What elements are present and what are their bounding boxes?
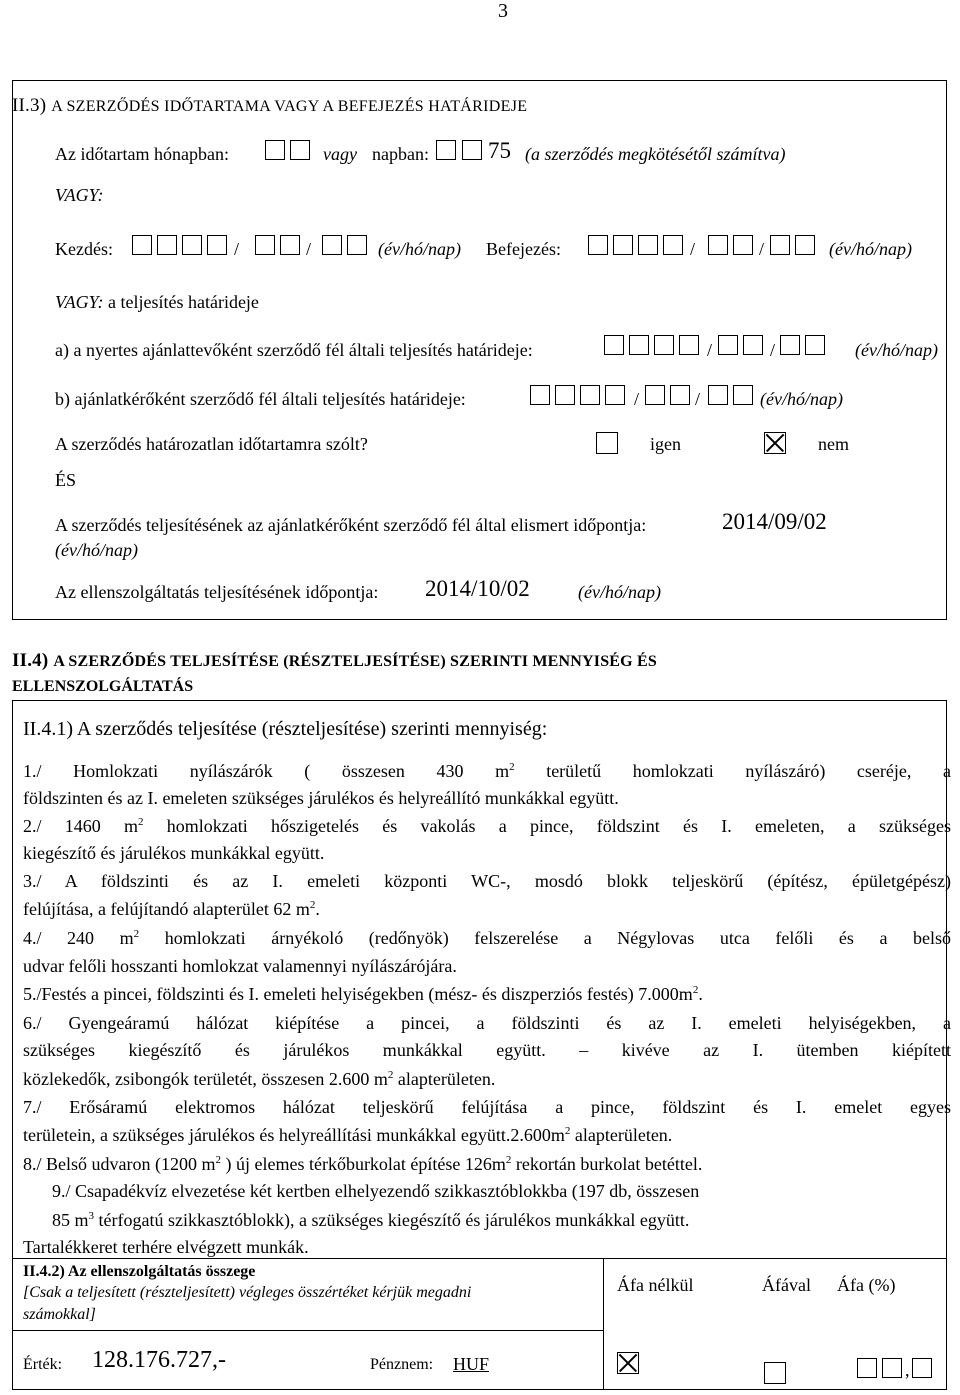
item-8-line-1 (23, 1153, 702, 1175)
a-slash-2: / (770, 340, 776, 360)
deadline-heading (55, 292, 259, 313)
start-year-box-1[interactable] (132, 235, 152, 255)
item-8-sup-1: 2 (215, 1154, 221, 1166)
item-7-text-a: területein, a szükséges járulékos és helyreállítási munkákkal együtt.2.600m (23, 1125, 565, 1145)
end-year-box-1[interactable] (588, 235, 608, 255)
gross-checkbox[interactable] (764, 1362, 786, 1384)
section-ii4-title-2: ELLENSZOLGÁLTATÁS (12, 678, 194, 695)
b-year-box-2[interactable] (555, 385, 575, 405)
deadline-a-label: a) a nyertes ajánlattevőként szerződő fél általi teljesítés határideje: (55, 340, 533, 360)
item-4-sup: 2 (133, 928, 140, 940)
end-date-format: (év/hó/nap) (829, 239, 912, 259)
deadline-b-label: b) ajánlatkérőként szerződő fél általi teljesítés határideje: (55, 389, 466, 409)
item-5-sup: 2 (692, 984, 699, 996)
item-1-text-b: területű homlokzati nyílászáró) cseréje, a (546, 761, 951, 781)
recognized-date-label: A szerződés teljesítésének az ajánlatkérőként szerződő fél által elismert időpontja: (55, 515, 647, 535)
section-ii4-code: II.4) (12, 650, 49, 671)
end-slash-2: / (759, 239, 765, 259)
end-month-box-2[interactable] (733, 235, 753, 255)
deadline-label: a teljesítés határideje (108, 292, 259, 312)
item-5-text-a: 5./Festés a pincei, földszinti és I. emeleti helyiségekben (mész- és diszperziós festés) 7.000m (23, 984, 693, 1004)
section-ii3-title: A SZERZŐDÉS IDŐTARTAMA VAGY A BEFEJEZÉS HATÁRIDEJE (51, 98, 528, 115)
table-left-rule (12, 1330, 603, 1331)
item-1-text-a: 1./ Homlokzati nyílászárók ( összesen 430 m (23, 761, 510, 781)
value-label: Érték: (23, 1356, 63, 1373)
b-year-box-3[interactable] (580, 385, 600, 405)
item-6-line-3 (23, 1068, 495, 1090)
start-date-format: (év/hó/nap) (378, 239, 461, 259)
item-2-sup: 2 (138, 816, 144, 828)
item-6-text-a: közlekedők, zsibongók területét, összesen 2.600 m (23, 1069, 388, 1089)
sub2-note-1: [Csak a teljesített (részteljesített) végleges összértéket kérjük megadni (23, 1284, 472, 1301)
section-ii4-heading (12, 650, 657, 672)
indefinite-no-checkbox[interactable] (764, 432, 786, 454)
start-day-box-2[interactable] (347, 235, 367, 255)
b-slash-2: / (695, 389, 701, 409)
or-days-label: vagy (323, 144, 357, 164)
currency-label: Pénznem: (370, 1356, 434, 1373)
end-day-box-1[interactable] (770, 235, 790, 255)
item-4-line-1 (23, 927, 951, 949)
item-8-sup-2: 2 (505, 1154, 512, 1166)
b-date-format: (év/hó/nap) (760, 389, 843, 409)
a-day-box-2[interactable] (805, 335, 825, 355)
item-6-line-2: szükséges kiegészítő és járulékos munkákkal együtt. – kivéve az I. ütemben kiépített (23, 1040, 951, 1060)
col-vat-label: Áfa (%) (837, 1275, 896, 1295)
item-9-text-a: 85 m (52, 1210, 89, 1230)
duration-label: Az időtartam hónapban: (55, 144, 229, 164)
item-2-line-1 (23, 815, 951, 837)
item-3-text-b: . (315, 899, 320, 919)
end-year-box-4[interactable] (663, 235, 683, 255)
item-3-sup: 2 (309, 899, 316, 911)
item-7-sup: 2 (564, 1125, 571, 1137)
value-amount: 128.176.727,- (92, 1347, 226, 1373)
start-month-box-2[interactable] (280, 235, 300, 255)
item-1-line-2: földszinten és az I. emeleten szükséges járulékos és helyreállító munkákkal együtt. (23, 788, 619, 808)
duration-month-box-1[interactable] (265, 140, 285, 160)
item-8-text-b: ) új elemes térkőburkolat építése 126m (225, 1154, 506, 1174)
or-label-1: VAGY: (55, 185, 104, 205)
or-label-2: VAGY: (55, 292, 104, 312)
item-3-line-1: 3./ A földszinti és az I. emeleti központi WC-, mosdó blokk teljeskörű (építész, épületgépész) (23, 871, 951, 891)
and-label: ÉS (55, 470, 77, 490)
end-year-box-3[interactable] (638, 235, 658, 255)
indefinite-yes-label: igen (650, 434, 681, 454)
item-4-line-2: udvar felőli hosszanti homlokzat valamennyi nyílászárójára. (23, 956, 457, 976)
a-day-box-1[interactable] (780, 335, 800, 355)
item-6-sup: 2 (387, 1069, 394, 1081)
counter-date-format: (év/hó/nap) (578, 582, 661, 602)
indefinite-no-label: nem (818, 434, 849, 454)
col-net-label: Áfa nélkül (617, 1275, 694, 1295)
end-day-box-2[interactable] (795, 235, 815, 255)
a-year-box-3[interactable] (654, 335, 674, 355)
item-7-line-1: 7./ Erősáramú elektromos hálózat teljeskörű felújítása a pince, földszint és I. emelet egyes (23, 1097, 951, 1117)
vat-box-3[interactable] (912, 1358, 932, 1378)
b-month-box-2[interactable] (670, 385, 690, 405)
a-year-box-1[interactable] (604, 335, 624, 355)
item-9-sup: 3 (88, 1210, 95, 1222)
start-slash-1: / (234, 239, 240, 259)
start-day-box-1[interactable] (322, 235, 342, 255)
start-slash-2: / (306, 239, 312, 259)
col-gross-label: Áfával (762, 1275, 811, 1295)
duration-month-box-2[interactable] (290, 140, 310, 160)
section-ii3-code: II.3) (12, 95, 47, 116)
b-month-box-1[interactable] (645, 385, 665, 405)
a-slash-1: / (707, 340, 713, 360)
counter-date-value: 2014/10/02 (425, 576, 530, 601)
page-number: 3 (498, 0, 508, 22)
days-note: (a szerződés megkötésétől számítva) (525, 144, 786, 164)
item-8-text-a: 8./ Belső udvaron (1200 m (23, 1154, 216, 1174)
item-9-text-b: térfogatú szikkasztóblokk), a szükséges kiegészítő és járulékos munkákkal együtt. (98, 1210, 690, 1230)
item-1-sup: 2 (509, 761, 515, 773)
item-5-text-b: . (698, 984, 703, 1004)
item-2-text-a: 2./ 1460 m (23, 816, 139, 836)
b-slash-1: / (634, 389, 640, 409)
start-year-box-4[interactable] (207, 235, 227, 255)
end-slash-1: / (690, 239, 696, 259)
net-checkbox[interactable] (617, 1352, 639, 1374)
a-month-box-1[interactable] (718, 335, 738, 355)
a-year-box-4[interactable] (679, 335, 699, 355)
vat-box-1[interactable] (857, 1358, 877, 1378)
item-9-line-1: 9./ Csapadékvíz elvezetése két kertben elhelyezendő szikkasztóblokkba (197 db, összesen (52, 1181, 700, 1201)
sub2-note-2: számokkal] (23, 1306, 96, 1323)
duration-day-box-2[interactable] (462, 140, 482, 160)
a-date-format: (év/hó/nap) (855, 340, 938, 360)
item-9-line-2 (52, 1209, 689, 1231)
item-4-text-a: 4./ 240 m (23, 928, 134, 948)
start-label: Kezdés: (55, 239, 113, 259)
reserve-note: Tartalékkeret terhére elvégzett munkák. (23, 1237, 309, 1257)
recognized-date-value: 2014/09/02 (722, 509, 827, 534)
currency-value: HUF (453, 1354, 490, 1374)
start-year-box-3[interactable] (182, 235, 202, 255)
indefinite-yes-checkbox[interactable] (596, 432, 618, 454)
b-day-box-2[interactable] (733, 385, 753, 405)
vat-box-2[interactable] (882, 1358, 902, 1378)
section-ii4-title-1: A SZERZŐDÉS TELJESÍTÉSE (RÉSZTELJESÍTÉSE) SZERINTI MENNYISÉG ÉS (53, 653, 657, 670)
a-month-box-2[interactable] (743, 335, 763, 355)
sub2-title: II.4.2) Az ellenszolgáltatás összege (23, 1263, 256, 1280)
item-7-line-2 (23, 1124, 672, 1146)
table-column-divider (603, 1258, 604, 1390)
item-2-text-b: homlokzati hőszigetelés és vakolás a pince, földszint és I. emeleten, a szükséges (166, 816, 951, 836)
counter-date-label: Az ellenszolgáltatás teljesítésének időpontja: (55, 582, 379, 602)
indefinite-question: A szerződés határozatlan időtartamra szólt? (55, 434, 368, 454)
item-6-text-b: alapterületen. (397, 1069, 496, 1089)
duration-day-box-1[interactable] (436, 140, 456, 160)
a-year-box-2[interactable] (629, 335, 649, 355)
recognized-date-format: (év/hó/nap) (55, 540, 138, 560)
days-label: napban: (372, 144, 429, 164)
item-4-text-b: homlokzati árnyékoló (redőnyök) felszerelése a Négylovas utca felőli és a belső (164, 928, 952, 948)
vat-comma: , (905, 1360, 910, 1380)
b-day-box-1[interactable] (708, 385, 728, 405)
sub1-title: II.4.1) A szerződés teljesítése (részteljesítése) szerinti mennyiség: (23, 718, 548, 740)
start-year-box-2[interactable] (157, 235, 177, 255)
table-top-rule (12, 1258, 947, 1259)
item-6-line-1: 6./ Gyengeáramú hálózat kiépítése a pincei, a földszinti és az I. emeleti helyiségekben, a (23, 1013, 951, 1033)
days-value: 75 (488, 138, 511, 163)
end-month-box-1[interactable] (708, 235, 728, 255)
item-1-line-1 (23, 760, 951, 782)
end-year-box-2[interactable] (613, 235, 633, 255)
item-7-text-b: alapterületen. (574, 1125, 673, 1145)
item-3-text-a: felújítása, a felújítandó alapterület 62 m (23, 899, 310, 919)
item-3-line-2 (23, 898, 320, 920)
b-year-box-4[interactable] (605, 385, 625, 405)
item-5-line-1 (23, 983, 703, 1005)
item-8-text-c: rekortán burkolat betéttel. (515, 1154, 703, 1174)
start-month-box-1[interactable] (255, 235, 275, 255)
item-2-line-2: kiegészítő és járulékos munkákkal együtt. (23, 843, 325, 863)
b-year-box-1[interactable] (530, 385, 550, 405)
end-label: Befejezés: (486, 239, 561, 259)
